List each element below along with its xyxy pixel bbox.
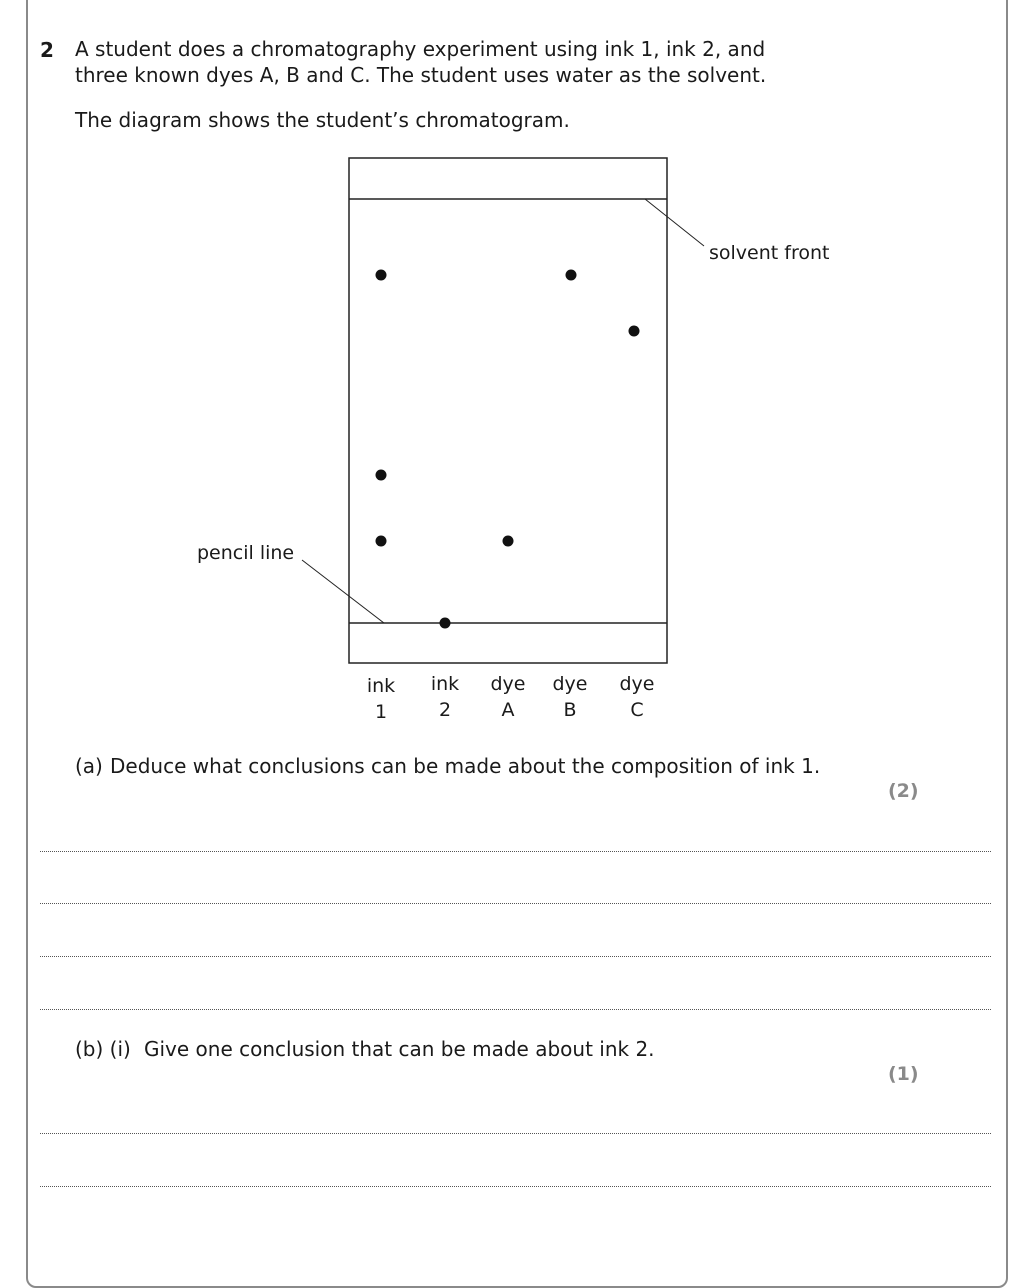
answer-line[interactable] <box>40 956 991 957</box>
solvent-front-leader <box>645 199 704 246</box>
part-a-question: Deduce what conclusions can be made about the composition of ink 1. <box>110 754 821 778</box>
spot-ink1-middle <box>376 470 387 481</box>
answer-line[interactable] <box>40 851 991 852</box>
answer-line[interactable] <box>40 1186 991 1187</box>
lane-label-top: dye <box>490 673 526 695</box>
part-b-i-label: (b) (i) <box>75 1037 131 1061</box>
spot-ink1-top <box>376 270 387 281</box>
solvent-front-label: solvent front <box>709 242 830 264</box>
lane-label-bottom: 2 <box>438 699 452 721</box>
pencil-line-leader <box>302 560 384 623</box>
lane-label-top: ink <box>366 675 396 697</box>
part-a-label: (a) <box>75 754 103 778</box>
chromatogram-paper <box>349 158 667 663</box>
part-b-i-question: Give one conclusion that can be made about ink 2. <box>144 1037 655 1061</box>
pencil-line-label: pencil line <box>197 542 295 564</box>
diagram-caption: The diagram shows the student’s chromatogram. <box>75 108 570 132</box>
lane-label-bottom: C <box>630 699 644 721</box>
spot-dyeB <box>566 270 577 281</box>
lane-label-bottom: A <box>501 699 515 721</box>
answer-line[interactable] <box>40 903 991 904</box>
part-b-i-marks: (1) <box>888 1063 919 1085</box>
spot-ink2-baseline <box>440 618 451 629</box>
spot-ink1-lower <box>376 536 387 547</box>
question-intro-line2: three known dyes A, B and C. The student uses water as the solvent. <box>75 63 767 87</box>
part-a-marks: (2) <box>888 780 919 802</box>
question-number: 2 <box>40 38 54 62</box>
spot-dyeC <box>629 326 640 337</box>
lane-label-top: dye <box>552 673 588 695</box>
question-intro-line1: A student does a chromatography experiment using ink 1, ink 2, and <box>75 37 766 61</box>
answer-line[interactable] <box>40 1133 991 1134</box>
spot-dyeA <box>503 536 514 547</box>
lane-label-top: ink <box>430 673 460 695</box>
lane-label-top: dye <box>619 673 655 695</box>
lane-label-bottom: 1 <box>374 701 388 723</box>
answer-line[interactable] <box>40 1009 991 1010</box>
lane-label-bottom: B <box>563 699 577 721</box>
